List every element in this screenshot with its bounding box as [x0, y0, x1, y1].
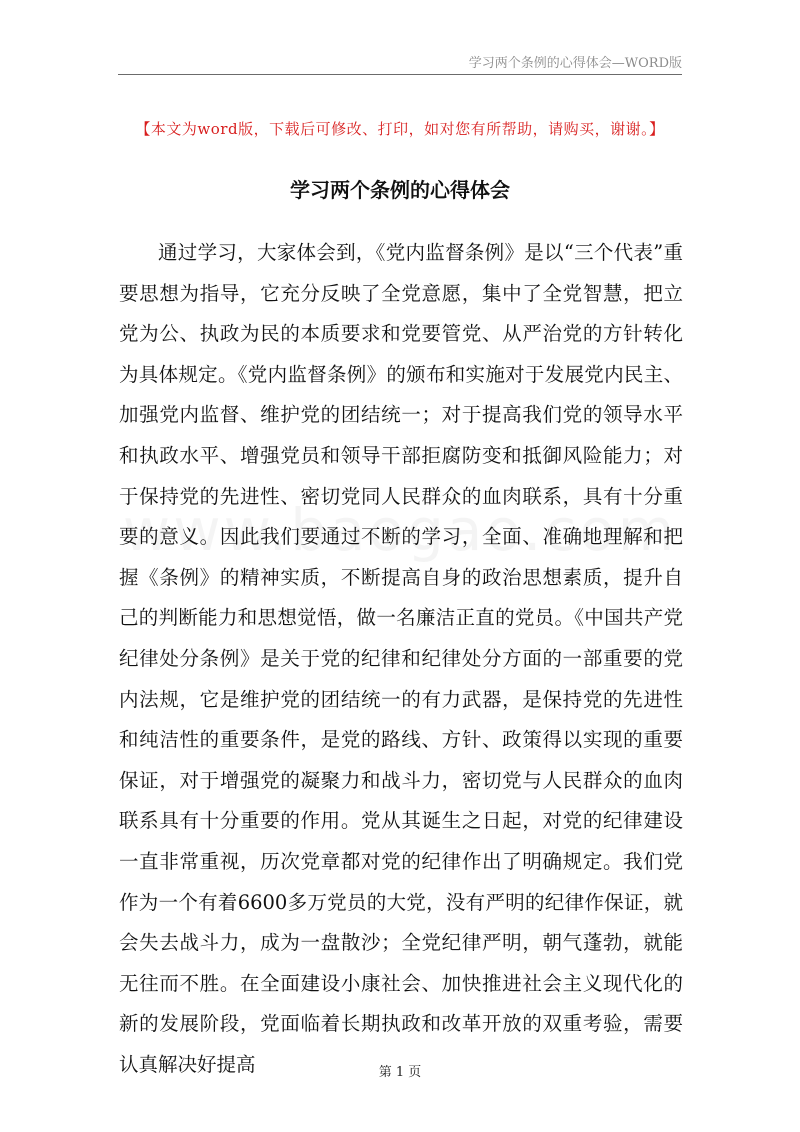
header-text: 学习两个条例的心得体会—WORD版: [468, 56, 682, 71]
page-number: 第 1 页: [378, 1065, 422, 1080]
purchase-notice: 【本文为word版，下载后可修改、打印，如对您有所帮助，请购买，谢谢。】: [135, 120, 665, 138]
body-paragraph: 通过学习，大家体会到，《党内监督条例》是以“三个代表”重要思想为指导，它充分反映了全党意愿，集中了全党智慧，把立党为公、执政为民的本质要求和党要管党、从严治党的方针转化为具体规定。《党内监督条例》的颁布和实施对于发展党内民主、加强党内监督、维护党的团结统一；对于提高我们党的领导水平和执政水平、增强党员和领导干部拒腐防变和抵御风险能力；对于保持党的先进性、密切党同人民群众的血肉联系，具有十分重要的意义。因此我们要通过不断的学习，全面、准确地理解和把握《条例》的精神实质，不断提高自身的政治思想素质，提升自己的判断能力和思想觉悟，做一名廉洁正直的党员。《中国共产党纪律处分条例》是关于党的纪律和纪律处分方面的一部重要的党内法规，它是维护党的团结统一的有力武器，是保持党的先进性和纯洁性的重要条件，是党的路线、方针、政策得以实现的重要保证，对于增强党的凝聚力和战斗力，密切党与人民群众的血肉联系具有十分重要的作用。党从其诞生之日起，对党的纪律建设一直非常重视，历次党章都对党的纪律作出了明确规定。我们党作为一个有着6600多万党员的大党，没有严明的纪律作保证，就会失去战斗力，成为一盘散沙；全党纪律严明，朝气蓬勃，就能无往而不胜。在全面建设小康社会、加快推进社会主义现代化的新的发展阶段，党面临着长期执政和改革开放的双重考验，需要认真解决好提高: [119, 241, 683, 1076]
document-title: 学习两个条例的心得体会: [290, 178, 510, 202]
page-header: [118, 52, 682, 75]
